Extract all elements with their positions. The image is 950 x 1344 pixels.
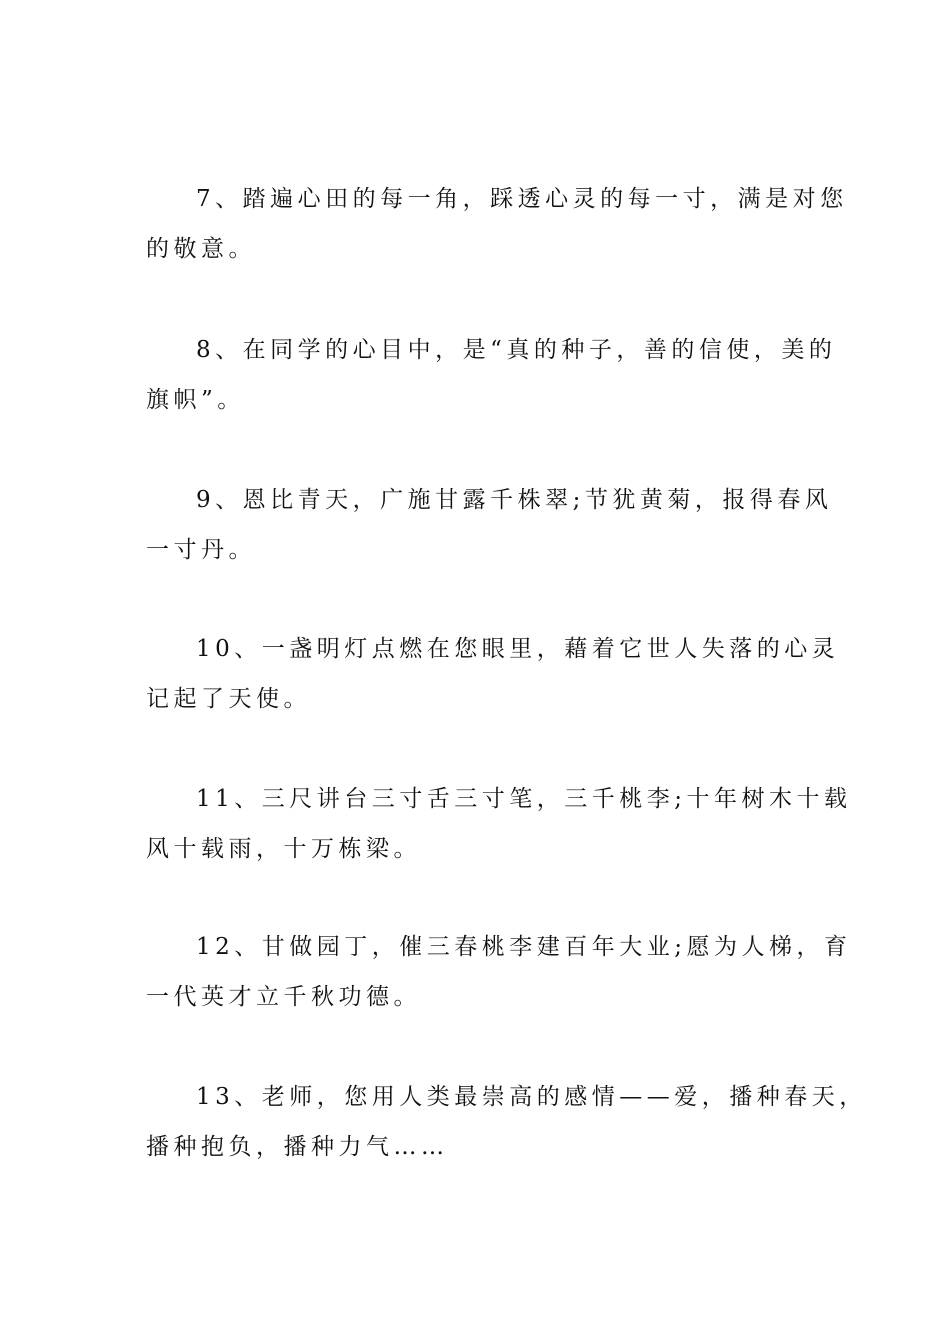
item-9-line-2: 一寸丹。 xyxy=(146,537,256,563)
item-10-line-1: 10、一盏明灯点燃在您眼里，藉着它世人失落的心灵 xyxy=(196,636,840,662)
item-9-line-1: 9、恩比青天，广施甘露千株翠;节犹黄菊，报得春风 xyxy=(196,487,833,513)
list-item xyxy=(146,1072,867,1172)
item-13-line-1: 13、老师，您用人类最崇高的感情——爱，播种春天， xyxy=(196,1084,867,1110)
item-7-line-1: 7、踏遍心田的每一角，踩透心灵的每一寸，满是对您 xyxy=(196,186,848,212)
list-item xyxy=(146,174,848,274)
item-13-line-2: 播种抱负，播种力气…… xyxy=(146,1134,449,1160)
item-7-line-2: 的敬意。 xyxy=(146,236,256,262)
item-8-line-2: 旗帜”。 xyxy=(146,387,245,413)
list-item xyxy=(146,325,837,425)
list-item xyxy=(146,774,852,874)
item-11-line-1: 11、三尺讲台三寸舌三寸笔，三千桃李;十年树木十载 xyxy=(196,786,852,812)
item-8-line-1: 8、在同学的心目中，是“真的种子，善的信使，美的 xyxy=(196,337,837,363)
item-12-line-2: 一代英才立千秋功德。 xyxy=(146,984,421,1010)
item-12-line-1: 12、甘做园丁，催三春桃李建百年大业;愿为人梯，育 xyxy=(196,934,852,960)
list-item xyxy=(146,624,840,724)
item-10-line-2: 记起了天使。 xyxy=(146,686,311,712)
item-11-line-2: 风十载雨，十万栋梁。 xyxy=(146,836,421,862)
list-item xyxy=(146,922,852,1022)
list-item xyxy=(146,475,833,575)
